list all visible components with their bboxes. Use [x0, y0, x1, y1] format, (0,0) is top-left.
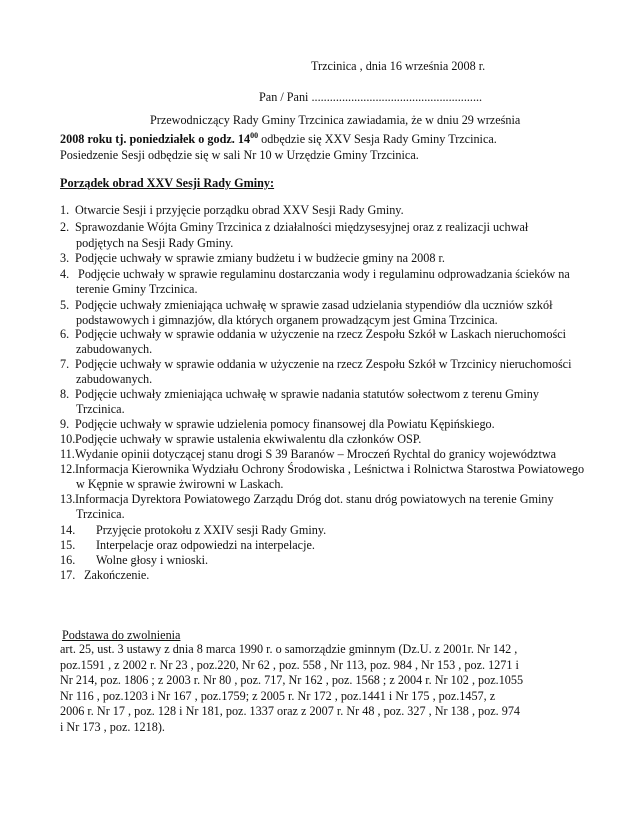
agenda-item: 6. Podjęcie uchwały w sprawie oddania w użyczenie na rzecz Zespołu Szkół w Laskach nieruchomości: [60, 327, 567, 341]
agenda-item: 16. Wolne głosy i wnioski.: [60, 553, 209, 567]
legal-basis-line: poz.1591 , z 2002 r. Nr 23 , poz.220, Nr 62 , poz. 558 , Nr 113, poz. 984 , Nr 153 , poz. 1271 i: [60, 657, 519, 672]
legal-basis-line: Nr 116 , poz.1203 i Nr 167 , poz.1759; z 2005 r. Nr 172 , poz.1441 i Nr 175 , poz.1457, z: [60, 688, 496, 703]
agenda-item-continuation: Trzcinica.: [76, 402, 125, 416]
legal-basis-line: art. 25, ust. 3 ustawy z dnia 8 marca 1990 r. o samorządzie gminnym (Dz.U. z 2001r. Nr 142 ,: [60, 642, 518, 656]
agenda-item: 4. Podjęcie uchwały w sprawie regulaminu dostarczania wody i regulaminu odprowadzania ścieków na: [60, 267, 570, 281]
agenda-item: 2. Sprawozdanie Wójta Gminy Trzcinica z działalności międzysesyjnej oraz z realizacji uchwał: [60, 220, 529, 234]
agenda-item-continuation: zabudowanych.: [76, 372, 153, 386]
agenda-item: 7. Podjęcie uchwały w sprawie oddania w użyczenie na rzecz Zespołu Szkół w Trzcinicy nieruchomości: [60, 357, 572, 371]
agenda-item-continuation: Trzcinica.: [76, 507, 125, 521]
intro-line-1: Przewodniczący Rady Gminy Trzcinica zawiadamia, że w dniu 29 września: [150, 113, 521, 127]
legal-basis-title: Podstawa do zwolnienia: [62, 628, 181, 642]
legal-basis-text: [60, 642, 570, 736]
agenda-item: 14. Przyjęcie protokołu z XXIV sesji Rady Gminy.: [60, 523, 327, 537]
agenda-item: 5. Podjęcie uchwały zmieniająca uchwałę w sprawie zasad udzielania stypendiów dla uczniów szkół: [60, 298, 553, 312]
meeting-datetime: 2008 roku tj. poniedziałek o godz. 14: [60, 132, 251, 147]
addressee-line: Pan / Pani ........................................................: [259, 90, 483, 104]
document-date: Trzcinica , dnia 16 września 2008 r.: [311, 59, 486, 73]
agenda-item-continuation: terenie Gminy Trzcinica.: [76, 282, 198, 296]
agenda-item-continuation: zabudowanych.: [76, 342, 153, 356]
agenda-item: 8. Podjęcie uchwały zmieniająca uchwałę w sprawie nadania statutów sołectwom z terenu Gminy: [60, 387, 539, 401]
agenda-item: 12.Informacja Kierownika Wydziału Ochrony Środowiska , Leśnictwa i Rolnictwa Starostwa Powiatowego: [60, 462, 585, 476]
agenda-item: 1. Otwarcie Sesji i przyjęcie porządku obrad XXV Sesji Rady Gminy.: [60, 203, 404, 217]
agenda-item: 15. Interpelacje oraz odpowiedzi na interpelacje.: [60, 538, 315, 552]
time-superscript: 00: [250, 131, 259, 140]
legal-basis-line: Nr 214, poz. 1806 ; z 2003 r. Nr 80 , poz. 717, Nr 162 , poz. 1568 ; z 2004 r. Nr 102 , poz.1055: [60, 673, 524, 688]
agenda-title: Porządek obrad XXV Sesji Rady Gminy:: [60, 176, 275, 190]
agenda-item-continuation: podstawowych i gimnazjów, dla których organem prowadzącym jest Gmina Trzcinica.: [76, 313, 498, 327]
agenda-item-continuation: podjętych na Sesji Rady Gminy.: [76, 236, 234, 250]
intro-line-2: [60, 128, 570, 147]
agenda-item-continuation: w Kępnie w sprawie żwirowni w Laskach.: [76, 477, 284, 491]
agenda-item: 13.Informacja Dyrektora Powiatowego Zarządu Dróg dot. stanu dróg powiatowych na terenie Gminy: [60, 492, 554, 506]
agenda-item: 3. Podjęcie uchwały w sprawie zmiany budżetu i w budżecie gminy na 2008 r.: [60, 251, 445, 265]
agenda-item: 17. Zakończenie.: [60, 568, 150, 582]
agenda-item: 10.Podjęcie uchwały w sprawie ustalenia ekwiwalentu dla członków OSP.: [60, 432, 422, 446]
legal-basis-line: i Nr 173 , poz. 1218).: [60, 719, 165, 734]
intro-line-3: Posiedzenie Sesji odbędzie się w sali Nr 10 w Urzędzie Gminy Trzcinica.: [60, 148, 419, 163]
intro-paragraph: [60, 112, 570, 163]
agenda-item: 9. Podjęcie uchwały w sprawie udzielenia pomocy finansowej dla Powiatu Kępińskiego.: [60, 417, 495, 431]
legal-basis-line: 2006 r. Nr 17 , poz. 128 i Nr 181, poz. 1337 oraz z 2007 r. Nr 48 , poz. 327 , Nr 138 , poz. 974: [60, 704, 521, 719]
session-announcement: odbędzie się XXV Sesja Rady Gminy Trzcinica.: [258, 132, 497, 147]
agenda-item: 11.Wydanie opinii dotyczącej stanu drogi S 39 Baranów – Mroczeń Rychtal do granicy województwa: [60, 447, 557, 461]
